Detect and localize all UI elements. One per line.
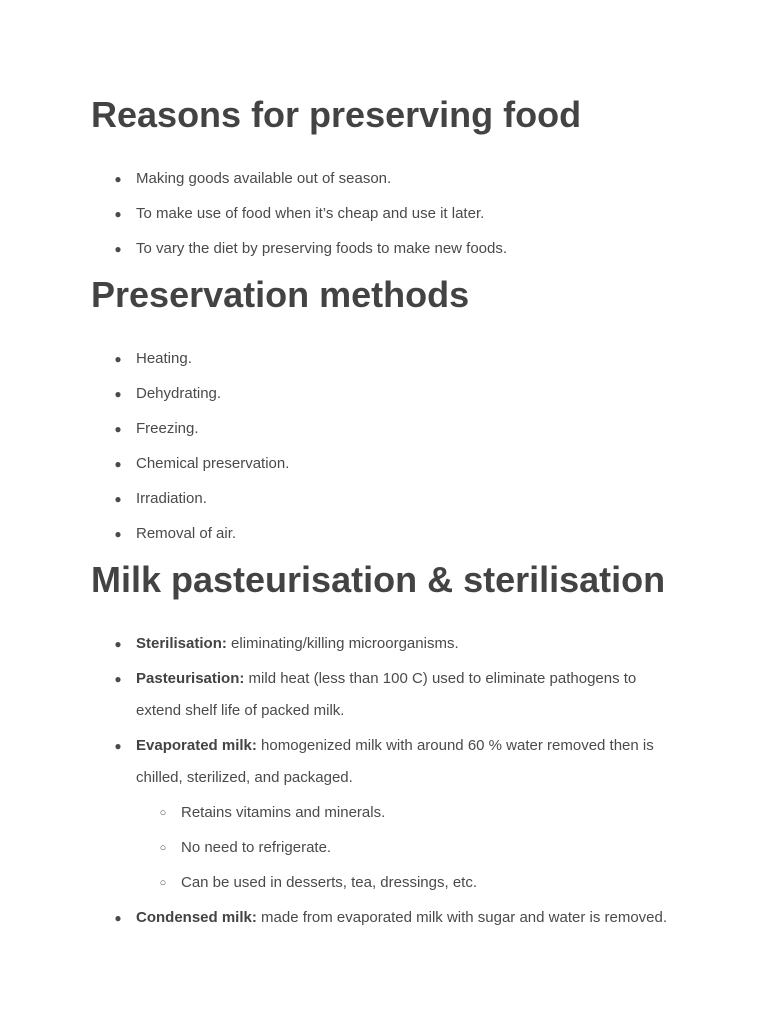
list-item — [0, 663, 672, 727]
bullet-icon: ● — [114, 739, 122, 753]
list-item — [0, 413, 289, 445]
list-item — [0, 163, 507, 195]
bullet-icon: ● — [114, 527, 122, 541]
list-item — [0, 448, 289, 480]
bullet-icon: ● — [114, 387, 122, 401]
list-item — [0, 730, 672, 794]
circle-bullet-icon: ○ — [159, 842, 167, 854]
sub-list-item-text: No need to refrigerate. — [181, 839, 332, 856]
list-item-text: Chemical preservation. — [136, 455, 290, 472]
circle-bullet-icon: ○ — [159, 807, 167, 819]
bullet-icon: ● — [114, 422, 122, 436]
circle-bullet-icon: ○ — [159, 877, 167, 889]
bullet-icon: ● — [114, 492, 122, 506]
sub-list-item — [0, 832, 672, 864]
bullet-icon: ● — [114, 352, 122, 366]
list-item-text: Heating. — [136, 350, 192, 367]
list-item-text: Irradiation. — [136, 490, 207, 507]
list-methods — [0, 343, 289, 550]
sub-list-item-text: Retains vitamins and minerals. — [181, 804, 386, 821]
list-item — [0, 378, 289, 410]
heading-milk-pasteurisation: Milk pasteurisation & sterilisation — [91, 559, 666, 600]
list-milk — [0, 628, 672, 934]
sub-list-item-text: Can be used in desserts, tea, dressings, etc. — [181, 874, 477, 891]
bullet-icon: ● — [114, 672, 122, 686]
heading-reasons-for-preserving: Reasons for preserving food — [91, 94, 582, 135]
list-reasons — [0, 163, 507, 265]
sub-list-item — [0, 797, 672, 829]
list-item-text: To vary the diet by preserving foods to make new foods. — [136, 240, 508, 257]
bullet-icon: ● — [114, 457, 122, 471]
term-definition: eliminating/killing microorganisms. — [226, 635, 459, 652]
bullet-icon: ● — [114, 242, 122, 256]
list-item-text: Freezing. — [136, 420, 199, 437]
list-item-text: Dehydrating. — [136, 385, 222, 402]
list-item — [0, 233, 507, 265]
bullet-icon: ● — [114, 172, 122, 186]
list-item — [0, 483, 289, 515]
list-item — [0, 518, 289, 550]
list-item-text: Removal of air. — [136, 525, 237, 542]
term-definition: made from evaporated milk with sugar and water is removed. — [256, 909, 668, 926]
term-label: Condensed milk: — [136, 909, 257, 926]
term-definition: homogenized milk with around 60 % water removed then is chilled, sterilized, and packaged. — [136, 737, 654, 786]
term-definition: mild heat (less than 100 C) used to eliminate pathogens to extend shelf life of packed milk. — [136, 670, 637, 719]
bullet-icon: ● — [114, 637, 122, 651]
sub-list-item — [0, 867, 672, 899]
term-label: Evaporated milk: — [136, 737, 257, 754]
bullet-icon: ● — [114, 911, 122, 925]
list-item — [0, 628, 672, 660]
bullet-icon: ● — [114, 207, 122, 221]
list-item-text: Making goods available out of season. — [136, 170, 392, 187]
heading-preservation-methods: Preservation methods — [91, 274, 470, 315]
list-item — [0, 198, 507, 230]
list-item — [0, 343, 289, 375]
list-item-text: To make use of food when it’s cheap and use it later. — [136, 205, 485, 222]
list-item — [0, 902, 672, 934]
term-label: Pasteurisation: — [136, 670, 245, 687]
term-label: Sterilisation: — [136, 635, 227, 652]
